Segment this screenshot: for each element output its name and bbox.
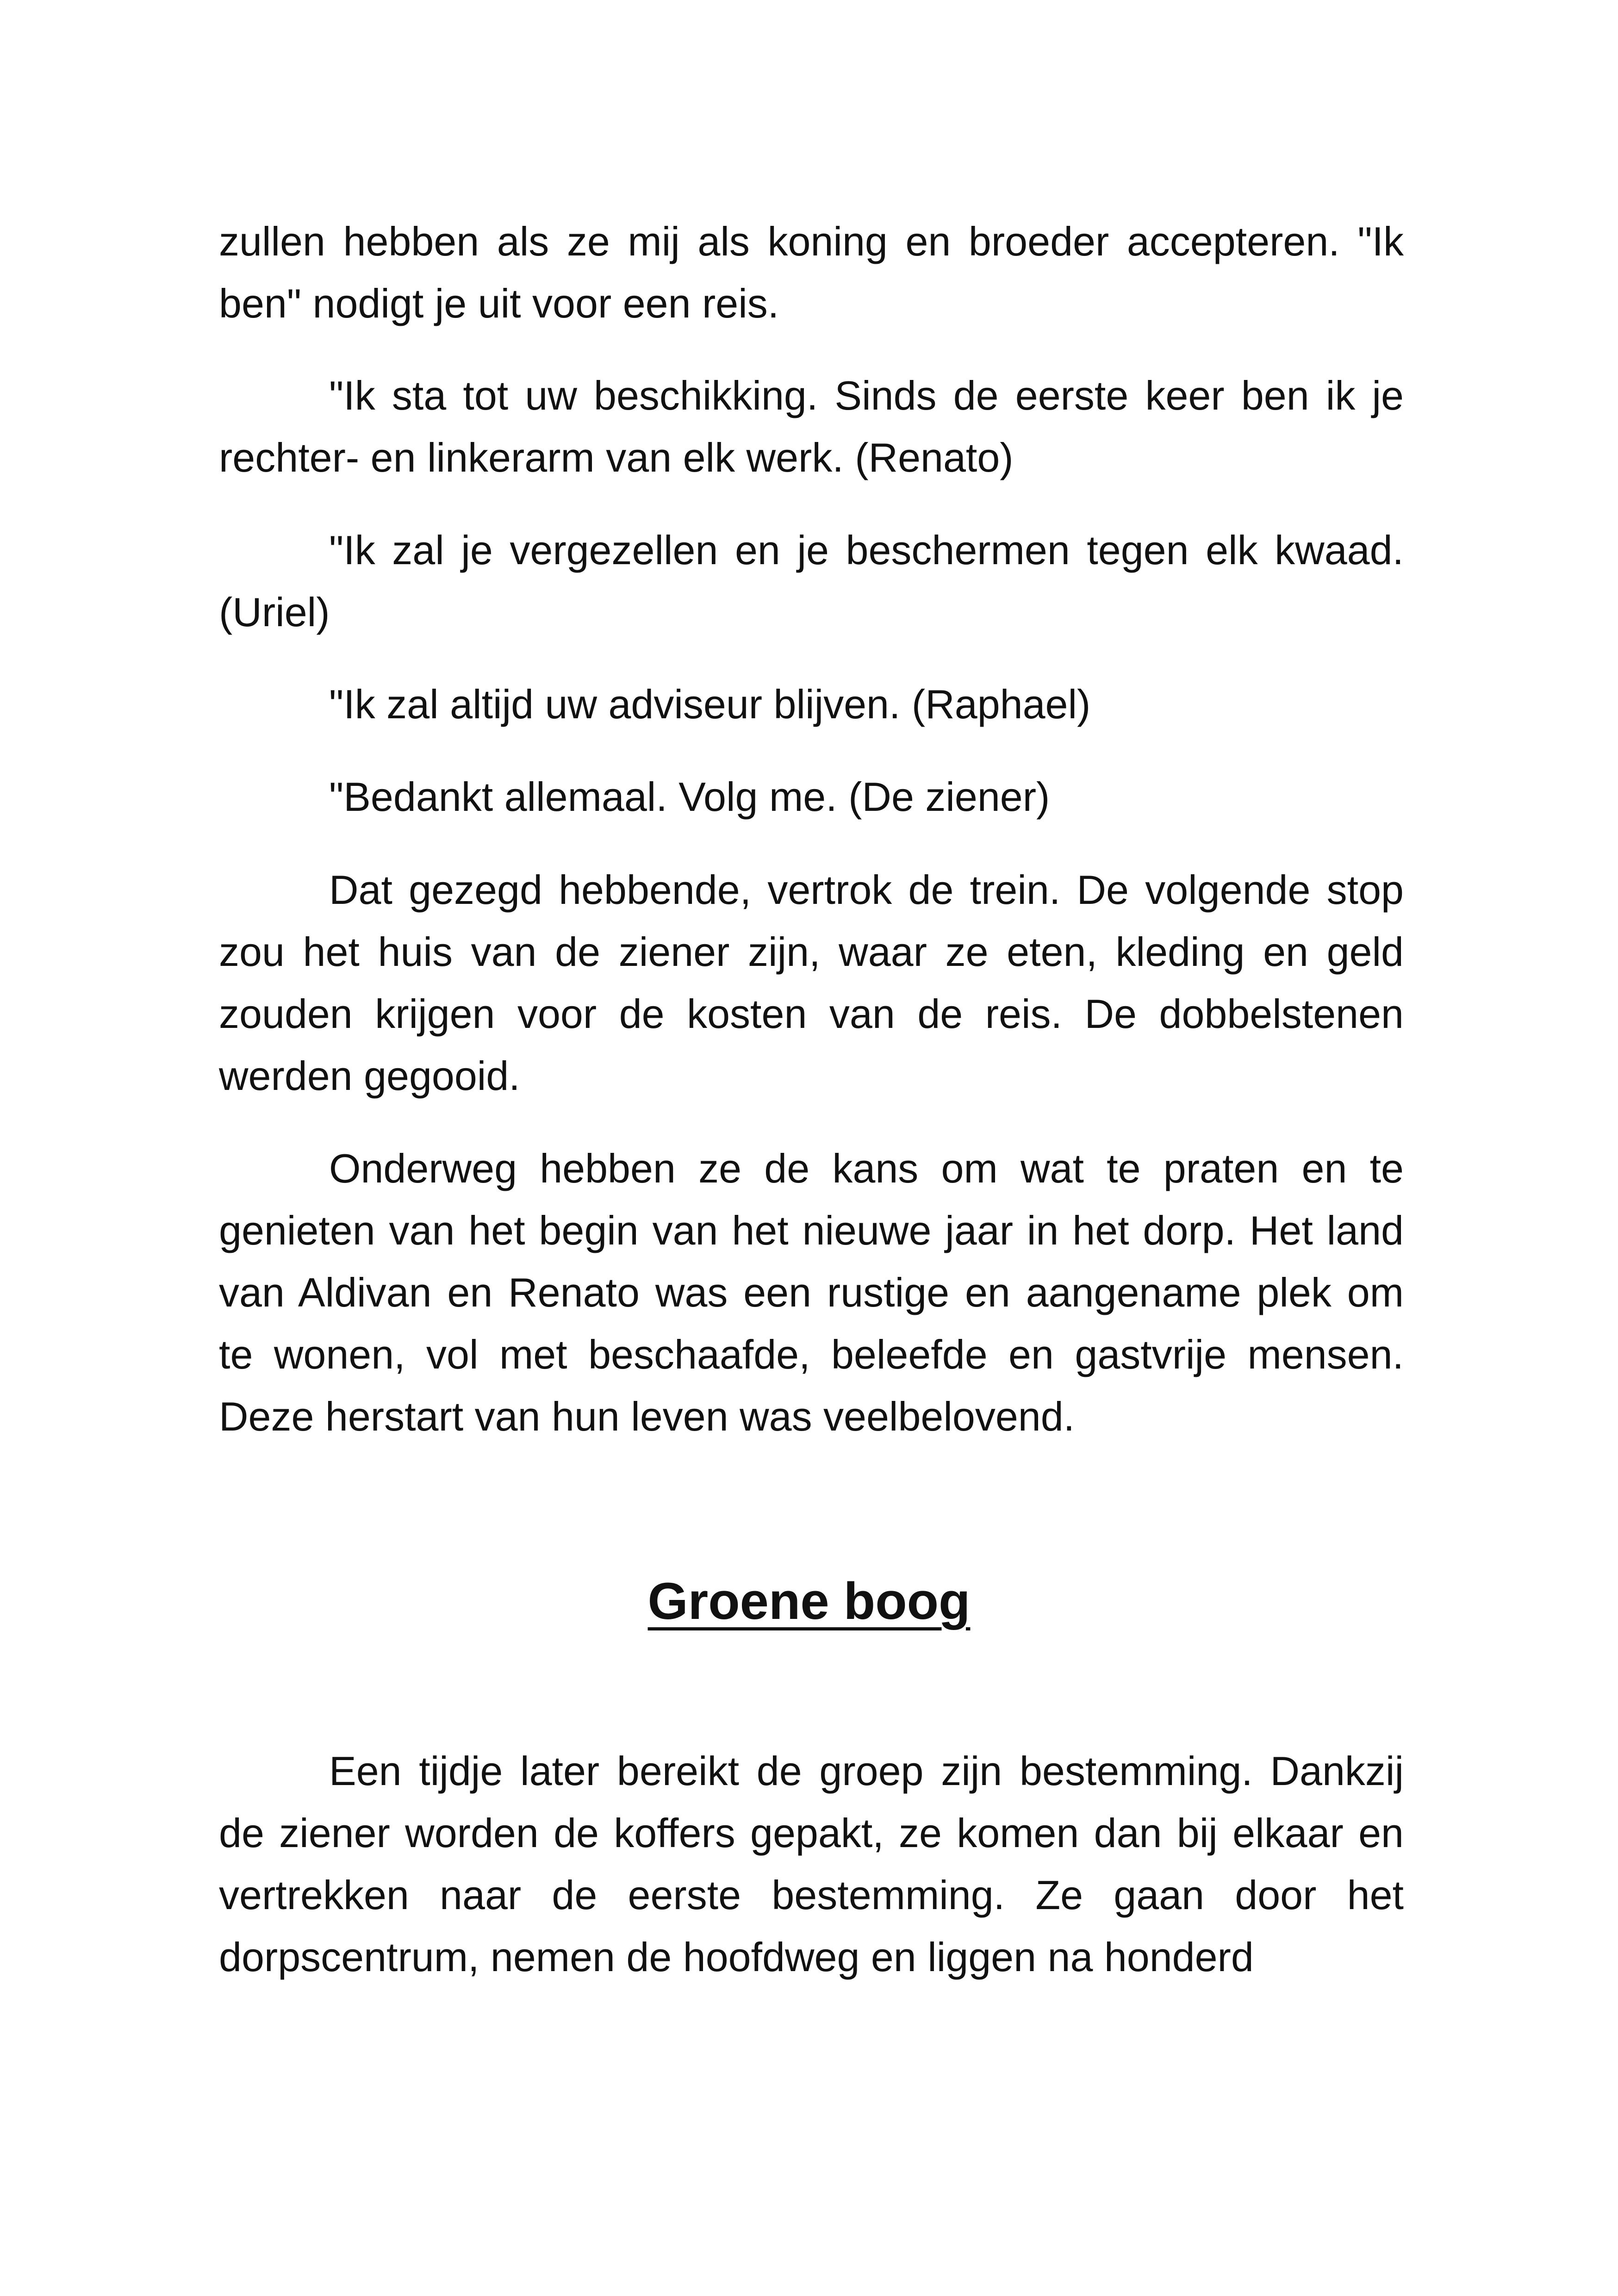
chapter-heading xyxy=(0,1567,1618,1636)
paragraph-uriel: "Ik zal je vergezellen en je beschermen tegen elk kwaad. (Uriel) xyxy=(219,527,1404,635)
paragraph-departure: Dat gezegd hebbende, vertrok de trein. De volgende stop zou het huis van de ziener zijn, waar ze eten, kleding en geld zouden krijgen voor de kosten van de reis. De dobbelstenen werden gegooid. xyxy=(219,867,1404,1099)
paragraph-ziener: "Bedankt allemaal. Volg me. (De ziener) xyxy=(329,774,1050,820)
paragraph-journey: Onderweg hebben ze de kans om wat te praten en te genieten van het begin van het nieuwe jaar in het dorp. Het land van Aldivan en Renato was een rustige en aangename plek om te wonen, vol met beschaafde, beleefde en gastvrije mensen. Deze herstart van hun leven was veelbelovend. xyxy=(219,1145,1404,1439)
paragraph-continuation: zullen hebben als ze mij als koning en broeder accepteren. "Ik ben" nodigt je uit voor een reis. xyxy=(219,218,1404,326)
chapter-title: Groene boog xyxy=(647,1572,971,1630)
paragraph-renato: "Ik sta tot uw beschikking. Sinds de eerste keer ben ik je rechter- en linkerarm van elk werk. (Renato) xyxy=(219,373,1404,480)
paragraph-destination: Een tijdje later bereikt de groep zijn bestemming. Dankzij de ziener worden de koffers gepakt, ze komen dan bij elkaar en vertrekken naar de eerste bestemming. Ze gaan door het dorpscentrum, nemen de hoofdweg en liggen na honderd xyxy=(219,1748,1404,1980)
paragraph-raphael: "Ik zal altijd uw adviseur blijven. (Raphael) xyxy=(329,681,1091,727)
